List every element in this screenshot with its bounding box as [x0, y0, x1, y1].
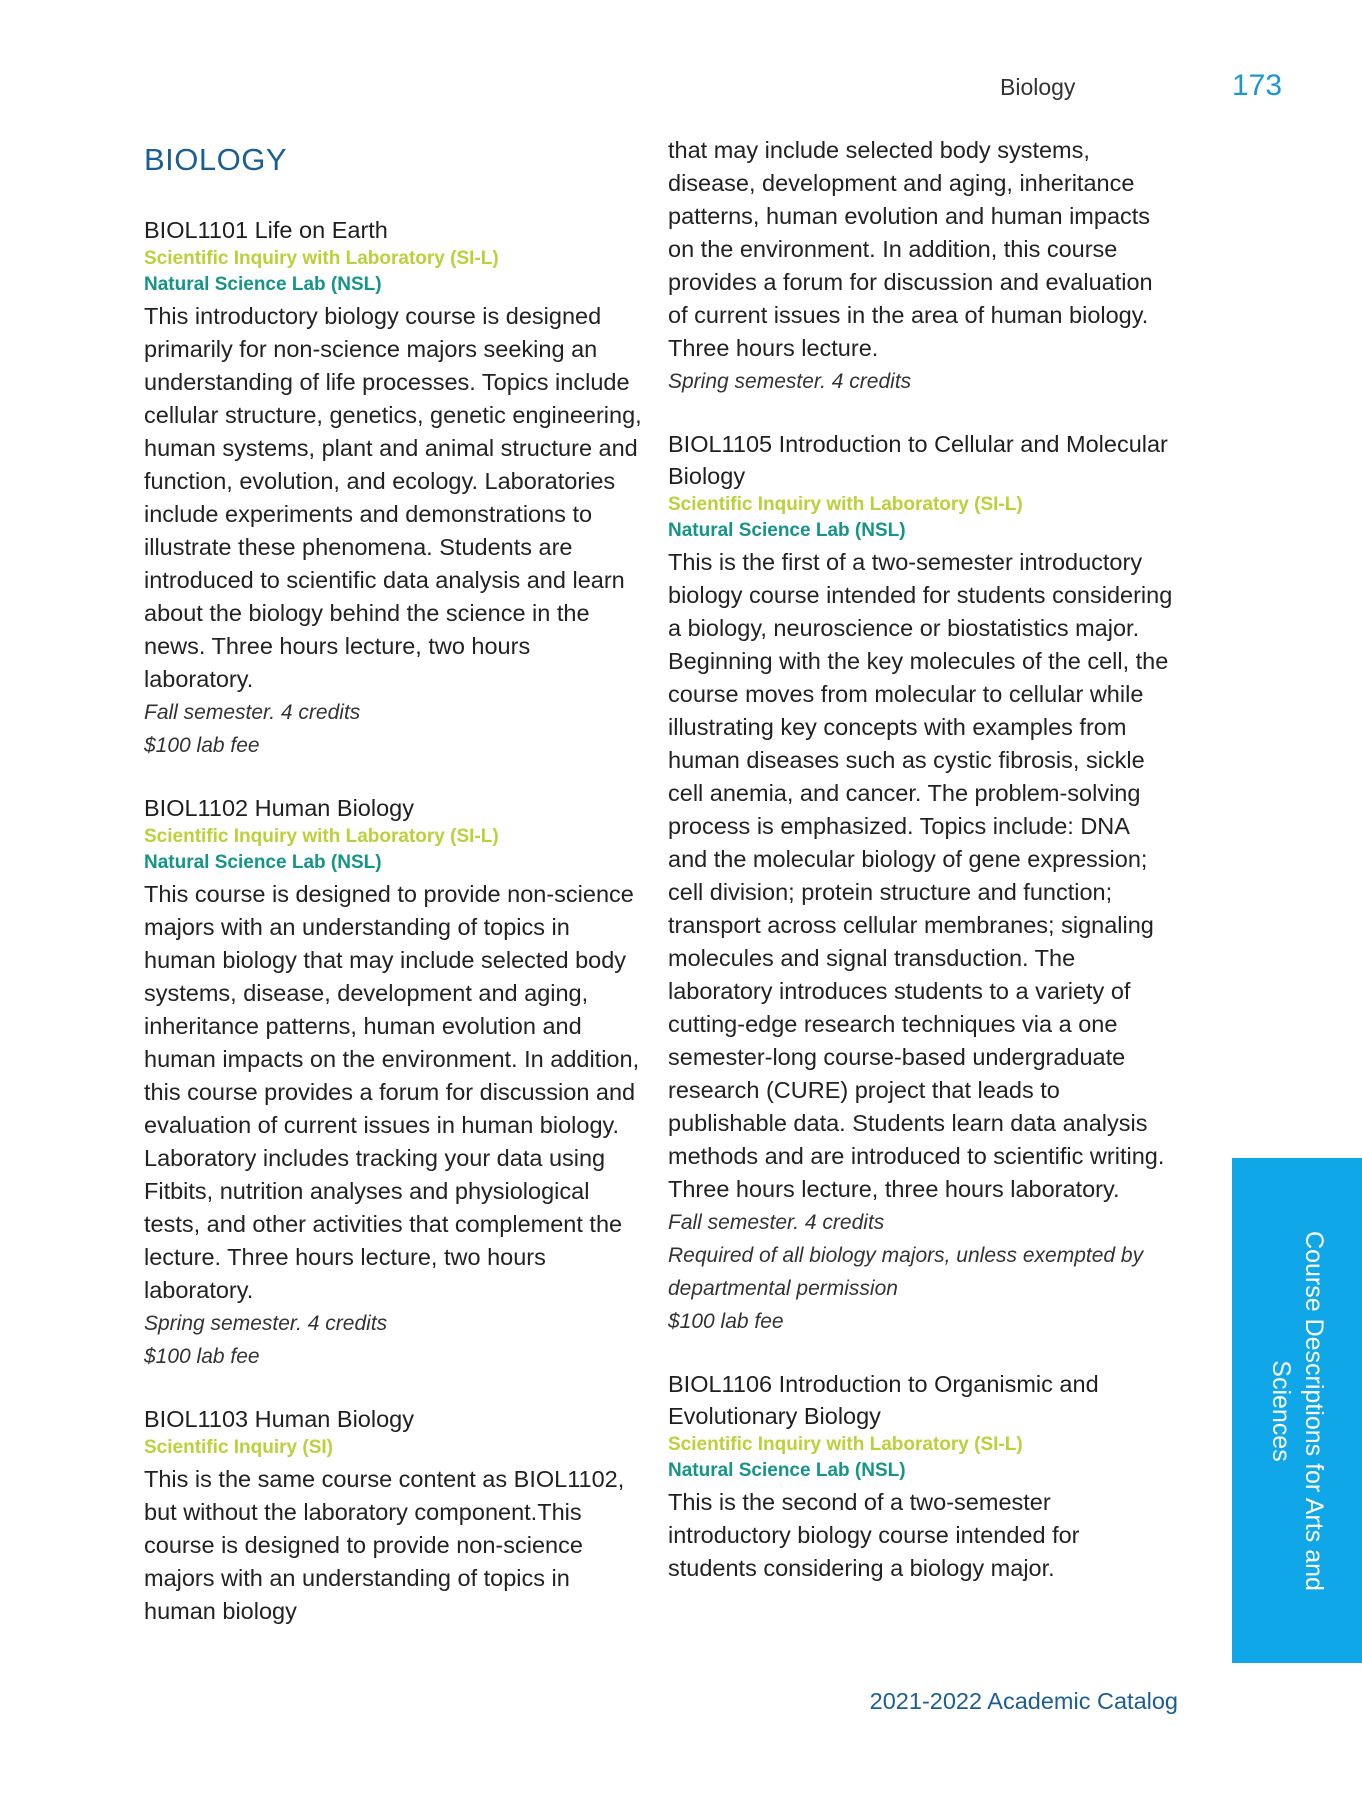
side-tab — [1232, 1158, 1362, 1663]
continued-course — [668, 134, 1173, 398]
course-note: $100 lab fee — [144, 734, 260, 757]
course-description: This course is designed to provide non-science majors with an understanding of topics in human biology that may include selected body systems, disease, development and aging, inheritance patterns, human evolution and human impacts on the environment. In addition, this course provides a forum for discussion and evaluation of current issues in human biology. Laboratory includes tracking your data using Fitbits, nutrition analyses and physiological tests, and other activities that complement the lecture. Three hours lecture, two hours laboratory. — [144, 881, 640, 1303]
side-tab-label: Course Descriptions for Arts and Sciences — [1267, 1230, 1328, 1591]
course-title: BIOL1102 Human Biology — [144, 795, 414, 821]
course-tag-sil: Scientific Inquiry with Laboratory (SI-L) — [144, 826, 499, 847]
section-title: BIOLOGY — [144, 142, 288, 177]
right-column — [668, 138, 1173, 1615]
course-tag-si: Scientific Inquiry (SI) — [144, 1437, 333, 1458]
course-entry — [144, 214, 644, 762]
course-description: This is the same course content as BIOL1102, but without the laboratory component.This course is designed to provide non-science majors with an understanding of topics in human biology — [144, 1466, 625, 1624]
right-course-list — [668, 428, 1173, 1585]
course-title: BIOL1105 Introduction to Cellular and Molecular Biology — [668, 431, 1168, 489]
page-number: 173 — [1232, 69, 1283, 102]
course-tag-sil: Scientific Inquiry with Laboratory (SI-L) — [668, 1434, 1023, 1455]
course-title: BIOL1103 Human Biology — [144, 1406, 414, 1432]
course-tag-nsl: Natural Science Lab (NSL) — [668, 520, 906, 541]
course-entry — [668, 428, 1173, 1338]
course-entry — [144, 792, 644, 1373]
course-title: BIOL1106 Introduction to Organismic and Evolutionary Biology — [668, 1371, 1099, 1429]
course-entry — [668, 1368, 1173, 1585]
left-course-list — [144, 214, 644, 1628]
left-column — [144, 138, 644, 1658]
course-note: $100 lab fee — [144, 1345, 260, 1368]
course-tag-sil: Scientific Inquiry with Laboratory (SI-L) — [144, 248, 499, 269]
footer-catalog: 2021-2022 Academic Catalog — [869, 1688, 1178, 1714]
course-note: Spring semester. 4 credits — [144, 1312, 388, 1335]
course-description-continued: that may include selected body systems, disease, development and aging, inheritance patterns, human evolution and human impacts on the environment. In addition, this course provides a forum for discussion and evaluation of current issues in the area of human biology. Three hours lecture. — [668, 137, 1153, 361]
course-note: $100 lab fee — [668, 1310, 784, 1333]
course-title: BIOL1101 Life on Earth — [144, 217, 388, 243]
course-entry — [144, 1403, 644, 1628]
course-note: Spring semester. 4 credits — [668, 370, 912, 393]
course-note: Fall semester. 4 credits — [144, 701, 361, 724]
course-tag-nsl: Natural Science Lab (NSL) — [144, 852, 382, 873]
course-tag-nsl: Natural Science Lab (NSL) — [668, 1460, 906, 1481]
running-head: Biology — [1000, 74, 1076, 100]
course-description: This introductory biology course is designed primarily for non-science majors seeking an understanding of life processes. Topics include cellular structure, genetics, genetic engineering, human systems, plant and animal structure and function, evolution, and ecology. Laboratories include experiments and demonstrations to illustrate these phenomena. Students are introduced to scientific data analysis and learn about the biology behind the science in the news. Three hours lecture, two hours laboratory. — [144, 303, 642, 692]
course-description: This is the first of a two-semester introductory biology course intended for students considering a biology, neuroscience or biostatistics major. Beginning with the key molecules of the cell, the course moves from molecular to cellular while illustrating key concepts with examples from human diseases such as cystic fibrosis, sickle cell anemia, and cancer. The problem-solving process is emphasized. Topics include: DNA and the molecular biology of gene expression; cell division; protein structure and function; transport across cellular membranes; signaling molecules and signal transduction. The laboratory introduces students to a variety of cutting-edge research techniques via a one semester-long course-based undergraduate research (CURE) project that leads to publishable data. Students learn data analysis methods and are introduced to scientific writing. Three hours lecture, three hours laboratory. — [668, 549, 1173, 1202]
course-note: Required of all biology majors, unless exempted by departmental permission — [668, 1244, 1144, 1300]
course-note: Fall semester. 4 credits — [668, 1211, 885, 1234]
continued-notes — [668, 365, 1173, 398]
course-tag-nsl: Natural Science Lab (NSL) — [144, 274, 382, 295]
course-description: This is the second of a two-semester introductory biology course intended for students considering a biology major. — [668, 1489, 1080, 1581]
course-tag-sil: Scientific Inquiry with Laboratory (SI-L) — [668, 494, 1023, 515]
